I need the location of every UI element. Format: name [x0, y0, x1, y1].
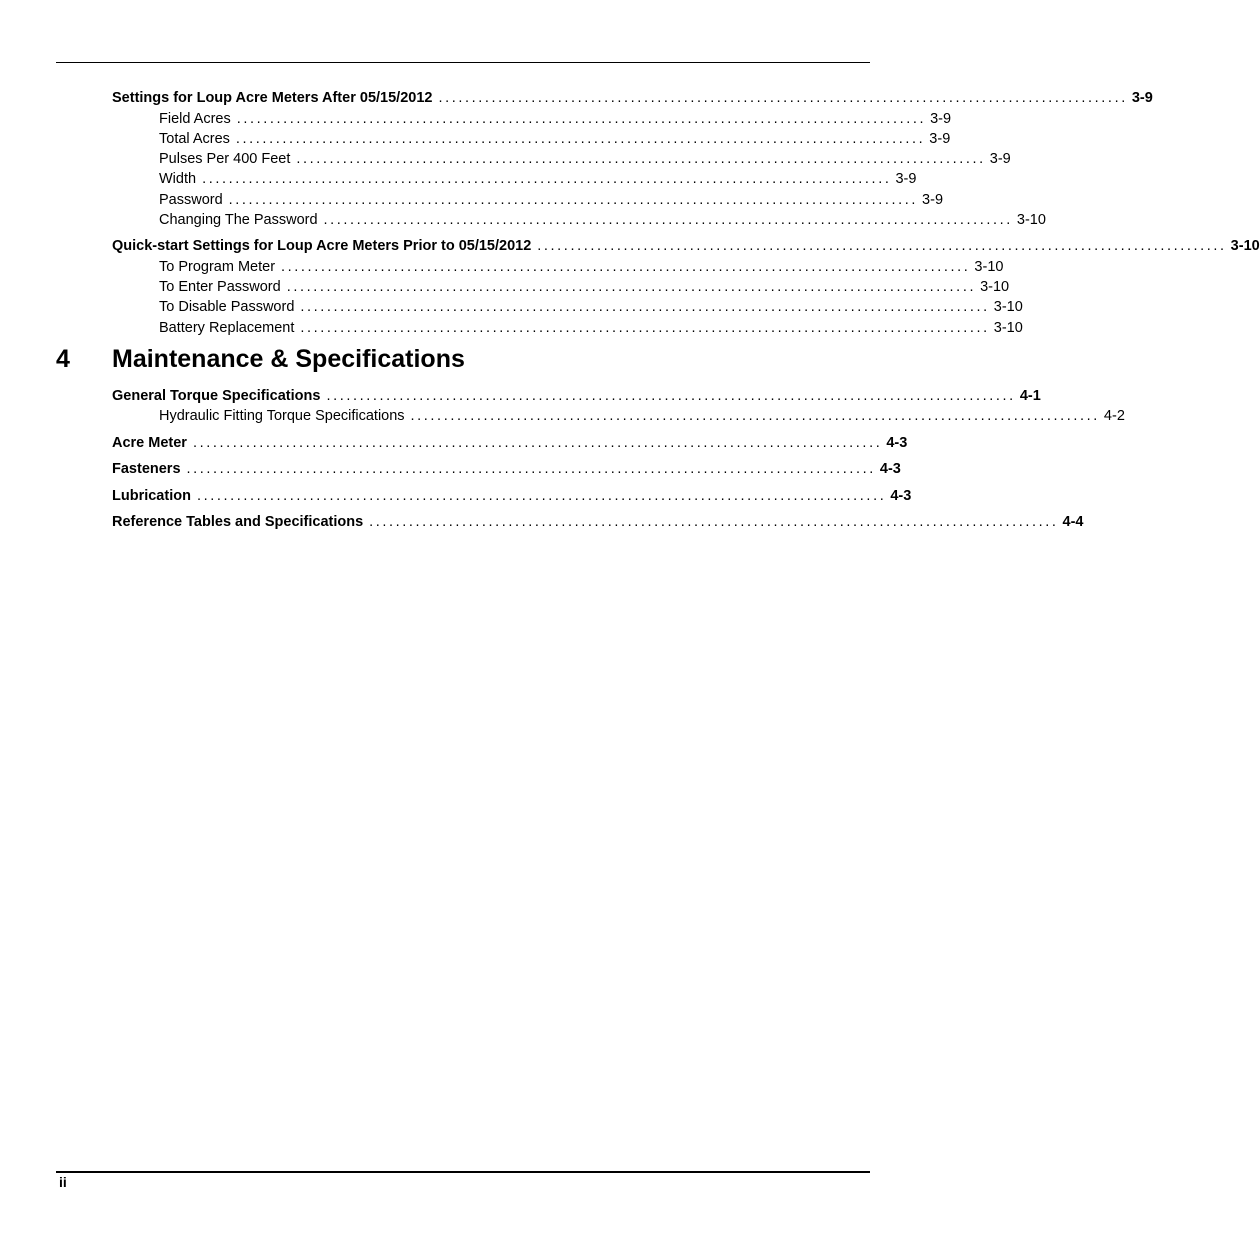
page-number: ii — [59, 1174, 67, 1190]
toc-entry[interactable]: Total Acres ........................................................................................................ 3-9 — [159, 131, 951, 147]
header-rule — [56, 62, 870, 63]
toc-entry[interactable]: Fasteners ........................................................................................................ 4-3 — [112, 461, 901, 477]
toc-entry[interactable]: Width ........................................................................................................ 3-9 — [159, 171, 917, 187]
toc-entry[interactable]: To Disable Password ........................................................................................................ 3-10 — [159, 299, 1023, 315]
toc-entry[interactable]: Changing The Password ........................................................................................................ 3-10 — [159, 212, 1046, 228]
toc-entry[interactable]: General Torque Specifications ........................................................................................................ 4-1 — [112, 388, 1041, 404]
footer-rule — [56, 1171, 870, 1173]
chapter-number: 4 — [56, 345, 70, 373]
toc-entry[interactable]: To Program Meter ........................................................................................................ 3-10 — [159, 259, 1004, 275]
toc-entry[interactable]: Reference Tables and Specifications ........................................................................................................ 4-4 — [112, 514, 1084, 530]
toc-entry[interactable]: Quick-start Settings for Loup Acre Meters Prior to 05/15/2012 ........................................................................................................ 3-10 — [112, 238, 1260, 254]
toc-entry[interactable]: Pulses Per 400 Feet ........................................................................................................ 3-9 — [159, 151, 1011, 167]
toc-entry[interactable]: Acre Meter ........................................................................................................ 4-3 — [112, 435, 908, 451]
toc-entry[interactable]: Settings for Loup Acre Meters After 05/15/2012 ........................................................................................................ 3-9 — [112, 90, 1153, 106]
toc-entry[interactable]: Password ........................................................................................................ 3-9 — [159, 192, 944, 208]
toc-entry[interactable]: To Enter Password ........................................................................................................ 3-10 — [159, 279, 1010, 295]
toc-entry[interactable]: Field Acres ........................................................................................................ 3-9 — [159, 111, 952, 127]
toc-entry[interactable]: Lubrication ........................................................................................................ 4-3 — [112, 488, 912, 504]
toc-entry[interactable]: Hydraulic Fitting Torque Specifications ........................................................................................................ 4-2 — [159, 408, 1125, 424]
chapter-title: Maintenance & Specifications — [112, 345, 465, 373]
toc-entry[interactable]: Battery Replacement ........................................................................................................ 3-10 — [159, 320, 1023, 336]
